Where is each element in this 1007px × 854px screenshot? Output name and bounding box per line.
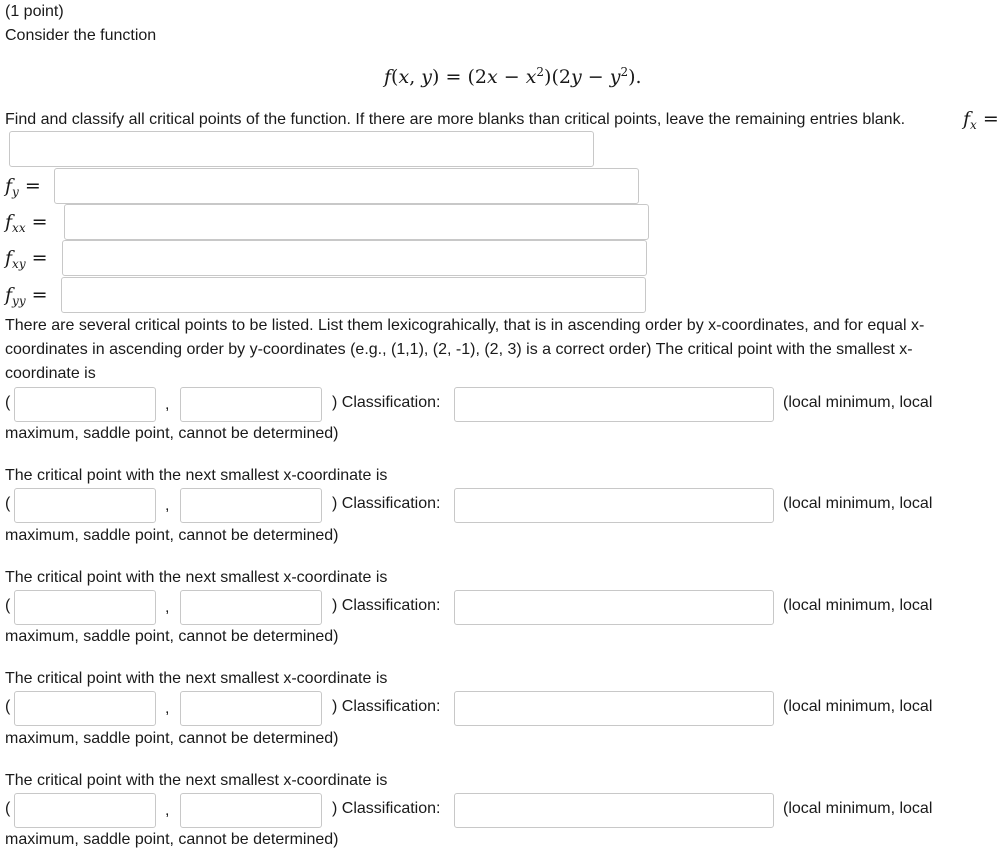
classification-label: ) Classification: xyxy=(332,597,441,614)
options-hint-part1: (local minimum, local xyxy=(783,800,933,817)
critical-intro-line3: coordinate is xyxy=(5,365,96,382)
options-hint-part2: maximum, saddle point, cannot be determined) xyxy=(5,831,339,848)
point-5-heading: The critical point with the next smallest x-coordinate is xyxy=(5,772,388,789)
classification-label: ) Classification: xyxy=(332,800,441,817)
open-paren: ( xyxy=(5,597,11,614)
formula-lhs: f(x, y) xyxy=(384,66,440,88)
options-hint-part1: (local minimum, local xyxy=(783,495,933,512)
fyy-input[interactable] xyxy=(61,277,646,313)
point-3-heading: The critical point with the next smallest x-coordinate is xyxy=(5,569,388,586)
point-5-y-input[interactable] xyxy=(180,793,322,828)
point-1-classification-input[interactable] xyxy=(454,387,774,422)
point-2-y-input[interactable] xyxy=(180,488,322,523)
options-hint-part1: (local minimum, local xyxy=(783,597,933,614)
point-4-heading: The critical point with the next smallest x-coordinate is xyxy=(5,670,388,687)
critical-intro-line1: There are several critical points to be listed. List them lexicograhically, that is in ascending order by x-coordinates, and for equal x- xyxy=(5,317,925,334)
point-2-classification-input[interactable] xyxy=(454,488,774,523)
function-formula xyxy=(384,66,642,88)
fxy-label: $f_{xy}$ = xyxy=(5,247,48,271)
point-4-classification-input[interactable] xyxy=(454,691,774,726)
point-2-x-input[interactable] xyxy=(14,488,156,523)
open-paren: ( xyxy=(5,495,11,512)
comma: , xyxy=(165,497,170,514)
point-5-x-input[interactable] xyxy=(14,793,156,828)
open-paren: ( xyxy=(5,698,11,715)
open-paren: ( xyxy=(5,800,11,817)
comma: , xyxy=(165,396,170,413)
open-paren: ( xyxy=(5,394,11,411)
options-hint-part2: maximum, saddle point, cannot be determined) xyxy=(5,730,339,747)
classification-label: ) Classification: xyxy=(332,698,441,715)
point-4-y-input[interactable] xyxy=(180,691,322,726)
fx-label: $f_x$ = xyxy=(963,108,999,132)
options-hint-part2: maximum, saddle point, cannot be determined) xyxy=(5,628,339,645)
fyy-label: $f_{yy}$ = xyxy=(5,284,48,308)
points-label: (1 point) xyxy=(5,3,64,20)
comma: , xyxy=(165,700,170,717)
point-2-heading: The critical point with the next smallest x-coordinate is xyxy=(5,467,388,484)
options-hint-part2: maximum, saddle point, cannot be determined) xyxy=(5,527,339,544)
point-1-y-input[interactable] xyxy=(180,387,322,422)
point-3-classification-input[interactable] xyxy=(454,590,774,625)
point-5-classification-input[interactable] xyxy=(454,793,774,828)
fy-label: $f_y$ = xyxy=(5,175,41,199)
fx-input[interactable] xyxy=(9,131,594,167)
options-hint-part2: maximum, saddle point, cannot be determined) xyxy=(5,425,339,442)
fxy-input[interactable] xyxy=(62,240,647,276)
comma: , xyxy=(165,802,170,819)
fxx-label: $f_{xx}$ = xyxy=(5,211,48,235)
critical-intro-line2: coordinates in ascending order by y-coordinates (e.g., (1,1), (2, -1), (2, 3) is a correct order) The critical point with the smallest x- xyxy=(5,341,913,358)
options-hint-part1: (local minimum, local xyxy=(783,698,933,715)
point-3-y-input[interactable] xyxy=(180,590,322,625)
point-1-x-input[interactable] xyxy=(14,387,156,422)
classification-label: ) Classification: xyxy=(332,495,441,512)
point-3-x-input[interactable] xyxy=(14,590,156,625)
fy-input[interactable] xyxy=(54,168,639,204)
comma: , xyxy=(165,599,170,616)
formula-eq: = xyxy=(445,66,462,88)
classification-label: ) Classification: xyxy=(332,394,441,411)
intro-text: Consider the function xyxy=(5,27,157,44)
point-4-x-input[interactable] xyxy=(14,691,156,726)
critical-point-5 xyxy=(0,793,1007,853)
fxx-input[interactable] xyxy=(64,204,649,240)
options-hint-part1: (local minimum, local xyxy=(783,394,933,411)
instruction-text: Find and classify all critical points of the function. If there are more blanks than critical points, leave the remaining entries blank. xyxy=(5,111,906,128)
formula-rhs: $(2x - x^2)(2y - y^2)$. xyxy=(467,65,642,88)
